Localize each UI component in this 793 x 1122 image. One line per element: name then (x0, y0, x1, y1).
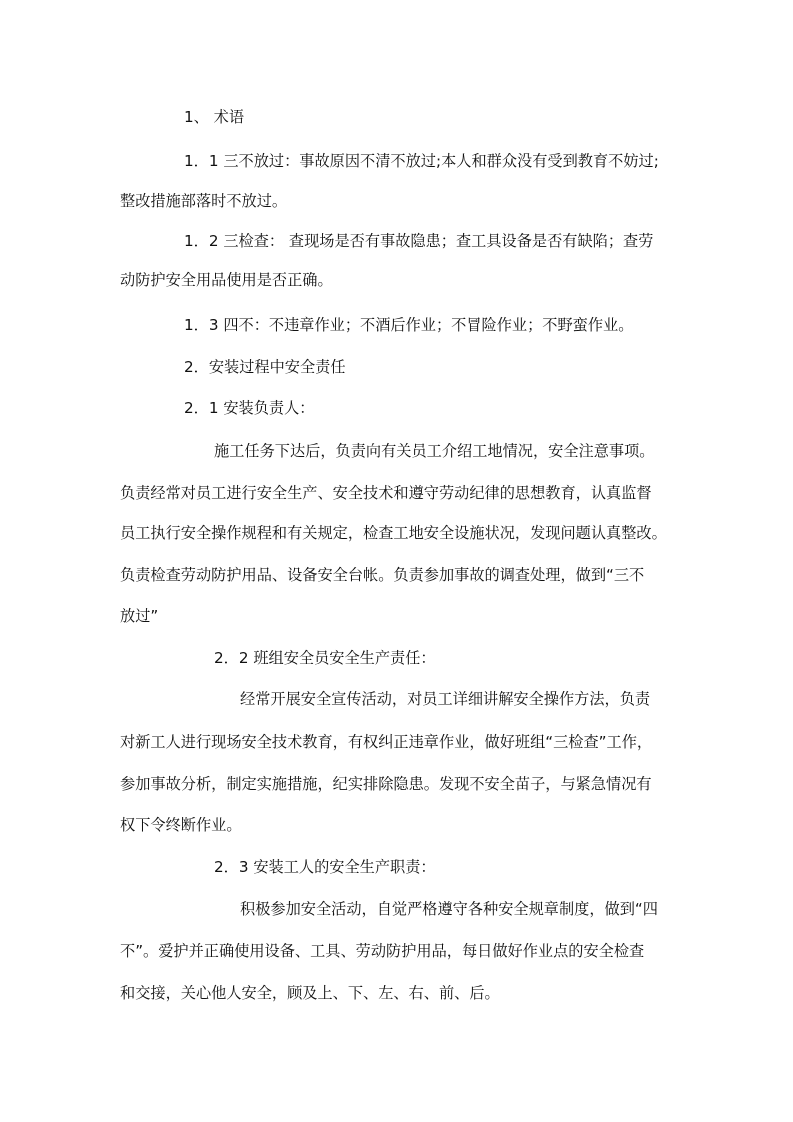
paragraph-line: 员工执行安全操作规程和有关规定，检查工地安全设施状况，发现问题认真整改。 (120, 524, 667, 542)
subsection-heading: 2．2 班组安全员安全生产责任： (214, 649, 436, 667)
paragraph-line: 和交接，关心他人安全，顾及上、下、左、右、前、后。 (120, 984, 500, 1002)
paragraph-line: 1．2 三检查： 查现场是否有事故隐患；查工具设备是否有缺陷；查劳 (184, 232, 654, 250)
paragraph-line: 1．3 四不：不违章作业；不酒后作业；不冒险作业；不野蛮作业。 (184, 316, 634, 334)
subsection-heading: 2．3 安装工人的安全生产职责： (214, 858, 436, 876)
section-heading-responsibility: 2．安装过程中安全责任 (184, 358, 346, 376)
paragraph-line: 动防护安全用品使用是否正确。 (120, 271, 333, 289)
paragraph-line: 放过” (120, 607, 159, 625)
paragraph-line: 经常开展安全宣传活动，对员工详细讲解安全操作方法，负责 (240, 690, 651, 708)
subsection-heading: 2．1 安装负责人： (184, 399, 315, 417)
paragraph-line: 负责经常对员工进行安全生产、安全技术和遵守劳动纪律的思想教育，认真监督 (120, 484, 652, 502)
paragraph-line: 对新工人进行现场安全技术教育，有权纠正违章作业，做好班组“三检查”工作， (120, 733, 653, 751)
paragraph-line: 不”。爱护并正确使用设备、工具、劳动防护用品，每日做好作业点的安全检查 (120, 942, 645, 960)
paragraph-line: 施工任务下达后，负责向有关员工介绍工地情况，安全注意事项。 (214, 442, 655, 460)
paragraph-line: 权下令终断作业。 (120, 816, 242, 834)
paragraph-line: 负责检查劳动防护用品、设备安全台帐。负责参加事故的调查处理，做到“三不 (120, 566, 645, 584)
paragraph-line: 积极参加安全活动，自觉严格遵守各种安全规章制度，做到“四 (240, 900, 658, 918)
paragraph-line: 1．1 三不放过：事故原因不清不放过;本人和群众没有受到教育不妨过; (184, 152, 659, 170)
paragraph-line: 整改措施部落时不放过。 (120, 192, 288, 210)
section-heading-terms: 1、 术语 (184, 108, 245, 126)
paragraph-line: 参加事故分析，制定实施措施，纪实排除隐患。发现不安全苗子，与紧急情况有 (120, 775, 652, 793)
